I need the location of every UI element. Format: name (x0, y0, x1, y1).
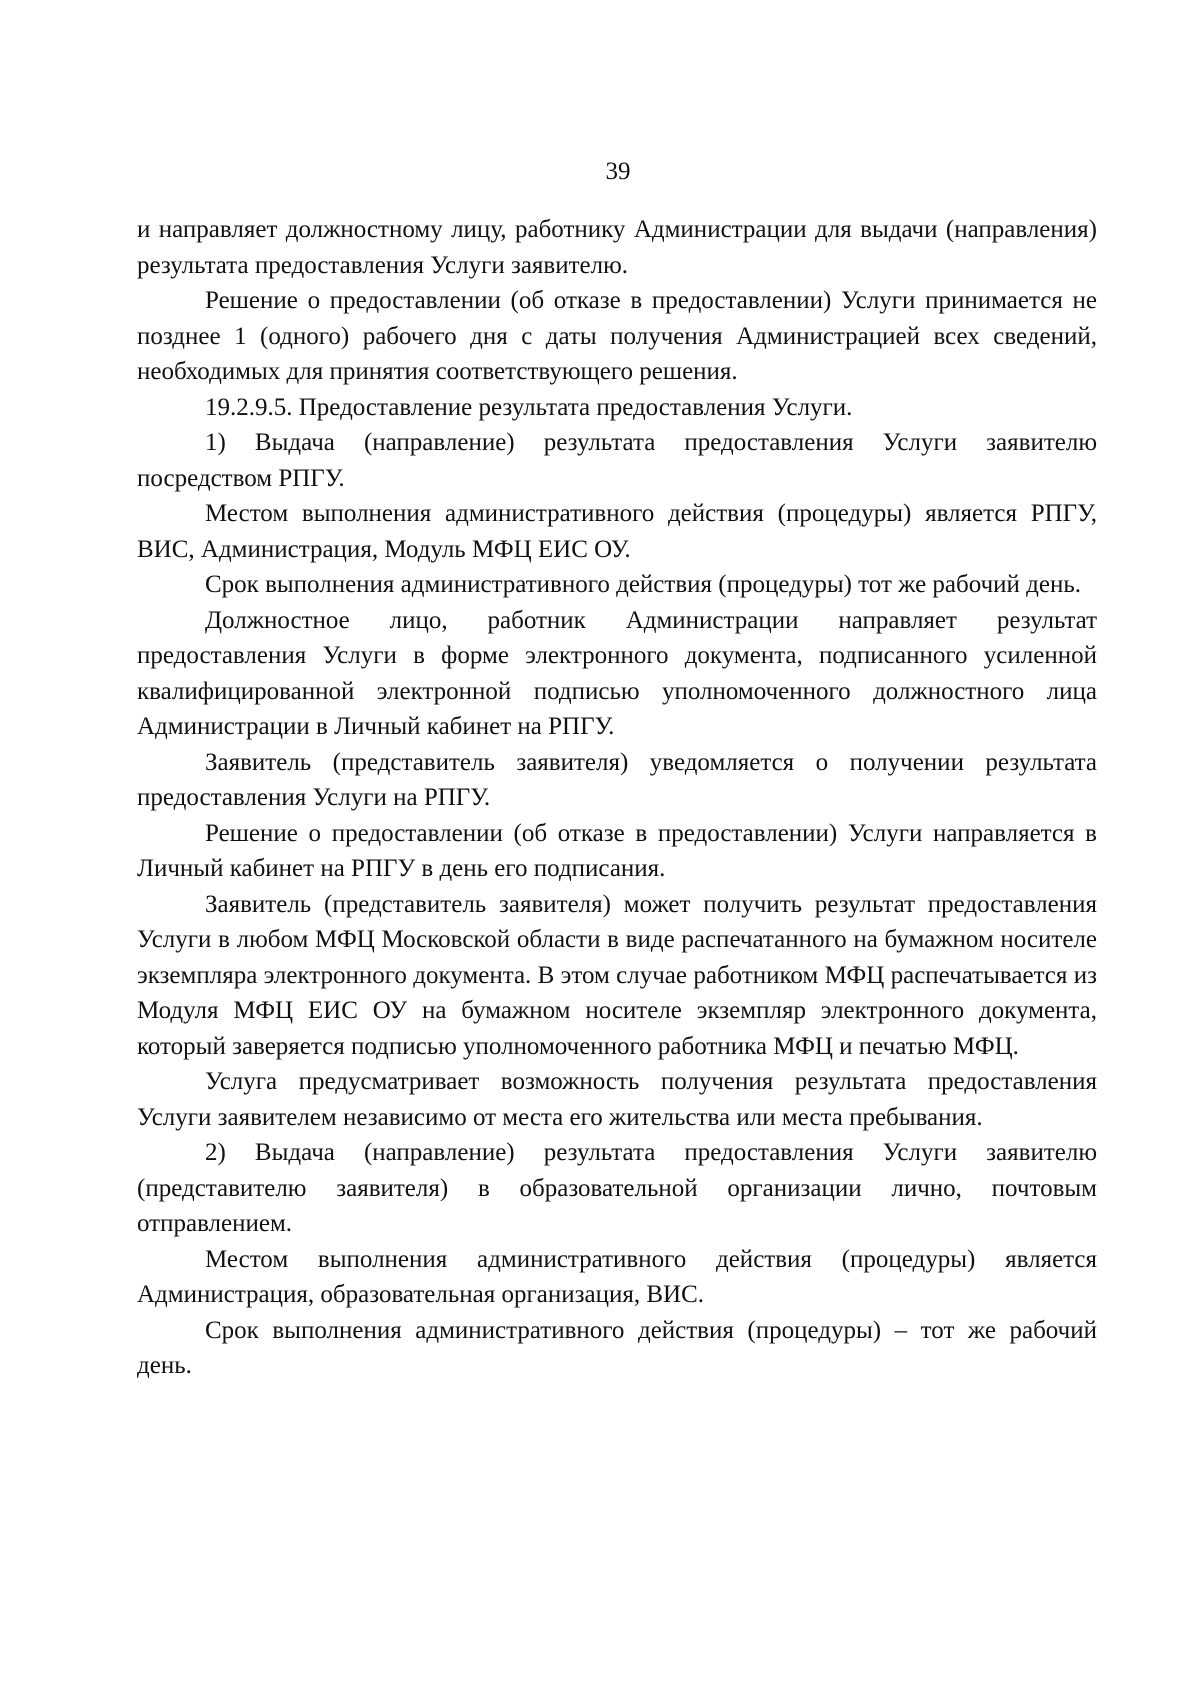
paragraph: Заявитель (представитель заявителя) уведомляется о получении результата предоставления Услуги на РПГУ. (137, 748, 1097, 811)
paragraph: 2) Выдача (направление) результата предоставления Услуги заявителю (представителю заявителя) в образовательной организации лично, почтовым отправлением. (137, 1139, 1097, 1237)
page-number: 39 (605, 158, 631, 185)
paragraph: 1) Выдача (направление) результата предоставления Услуги заявителю посредством РПГУ. (137, 429, 1097, 492)
paragraph: Срок выполнения административного действия (процедуры) – тот же рабочий день. (137, 1316, 1097, 1379)
paragraph: Должностное лицо, работник Администрации направляет результат предоставления Услуги в форме электронного документа, подписанного усиленной квалифицированной электронной подписью уполномоченного должностного лица Администрации в Личный кабинет на РПГУ. (137, 606, 1097, 740)
paragraph: Решение о предоставлении (об отказе в предоставлении) Услуги направляется в Личный кабинет на РПГУ в день его подписания. (137, 819, 1097, 882)
paragraph: Местом выполнения административного действия (процедуры) является Администрация, образовательная организация, ВИС. (137, 1245, 1097, 1308)
paragraph: Местом выполнения административного действия (процедуры) является РПГУ, ВИС, Администрация, Модуль МФЦ ЕИС ОУ. (137, 500, 1097, 563)
paragraph: Заявитель (представитель заявителя) может получить результат предоставления Услуги в любом МФЦ Московской области в виде распечатанного на бумажном носителе экземпляра электронного документа. В этом случае работником МФЦ распечатывается из Модуля МФЦ ЕИС ОУ на бумажном носителе экземпляр электронного документа, который заверяется подписью уполномоченного работника МФЦ и печатью МФЦ. (137, 890, 1097, 1060)
paragraph: Решение о предоставлении (об отказе в предоставлении) Услуги принимается не позднее 1 (одного) рабочего дня с даты получения Администрацией всех сведений, необходимых для принятия соответствующего решения. (137, 287, 1097, 385)
body-text (137, 212, 1097, 1384)
paragraph: Срок выполнения административного действия (процедуры) тот же рабочий день. (205, 571, 1082, 598)
paragraph: Услуга предусматривает возможность получения результата предоставления Услуги заявителем независимо от места его жительства или места пребывания. (137, 1068, 1097, 1131)
paragraph: и направляет должностному лицу, работнику Администрации для выдачи (направления) результата предоставления Услуги заявителю. (137, 216, 1097, 279)
section-heading: 19.2.9.5. Предоставление результата предоставления Услуги. (205, 393, 853, 421)
